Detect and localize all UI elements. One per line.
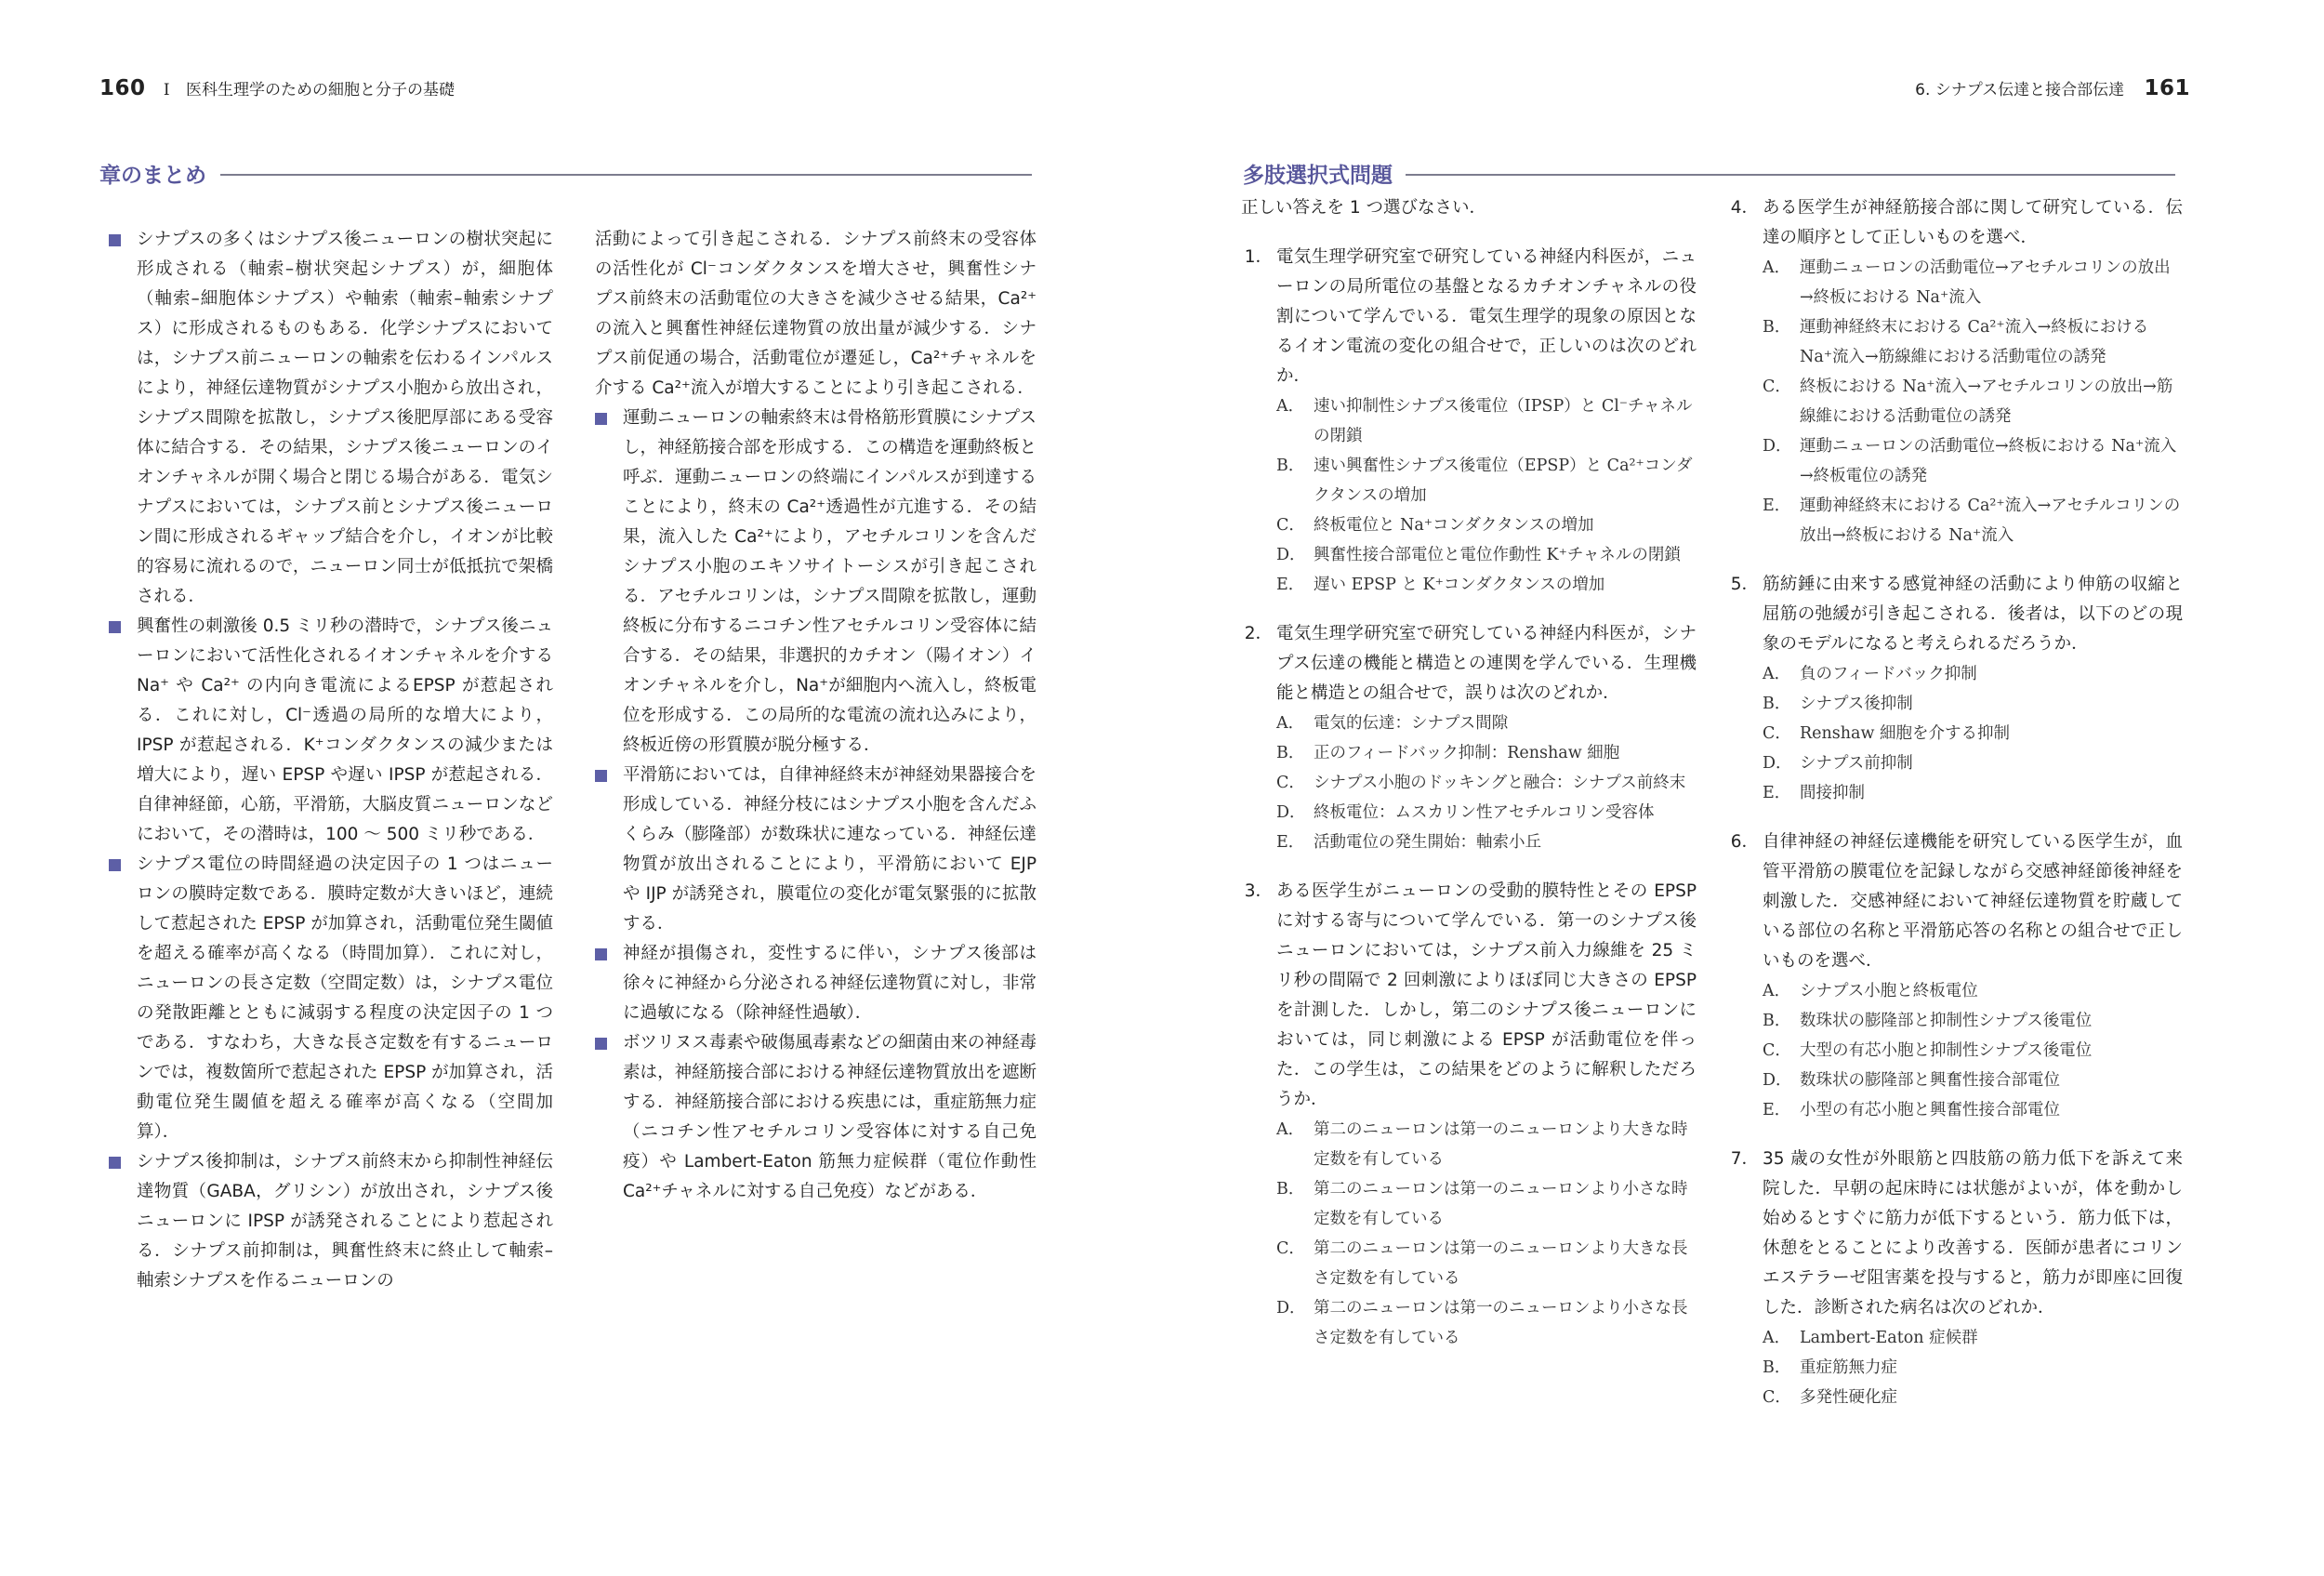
question-stem: ある医学生が神経筋接合部に関して研究している．伝達の順序として正しいものを選べ． [1763,198,2183,247]
summary-column-1 [109,225,553,1296]
answer-option: E． 運動神経終末における Ca²⁺流入→アセチルコリンの放出→終板における Na⁺流入 [1763,497,2181,545]
answer-option: B． 重症筋無力症 [1763,1358,1897,1377]
answer-option: A． 運動ニューロンの活動電位→アセチルコリンの放出→終板における Na⁺流入 [1763,258,2171,307]
question-stem: ある医学生がニューロンの受動的膜特性とその EPSP に対する寄与について学んでいる．第一のシナプス後ニューロンにおいては，シナプス前入力線維を 25 ミリ秒の間隔で 2 回刺激によりほぼ同じ大きさの EPSP を計測した．しかし，第二のシナプス後ニューロンにおいては，同じ刺激による EPSP が活動電位を伴った．この学生は，この結果をどのように解釈しただろうか． [1276,881,1697,1109]
answer-option: C． 終板電位と Na⁺コンダクタンスの増加 [1276,516,1594,535]
question-stem: 自律神経の神経伝達機能を研究している医学生が，血管平滑筋の膜電位を記録しながら交感神経節後神経を刺激した．交感神経において神経伝達物質を貯蔵している部位の名称と平滑筋応答の名称との組合せで正しいものを選べ． [1763,832,2183,971]
answer-option: D． 運動ニューロンの活動電位→終板における Na⁺流入→終板電位の誘発 [1763,437,2177,485]
question [1241,243,1697,600]
square-bullet-icon [109,859,121,871]
question [1727,193,2183,550]
section-rule [220,174,1032,176]
question-number: 1． [1244,247,1273,267]
chapter-title: 6. シナプス伝達と接合部伝達 [1915,81,2125,99]
answer-option: C． Renshaw 細胞を介する抑制 [1763,724,2011,743]
answer-option: A． 速い抑制性シナプス後電位（IPSP）と Cl⁻チャネルの閉鎖 [1276,397,1693,445]
square-bullet-icon [109,621,121,633]
answer-option: D． 数珠状の膨隆部と興奮性接合部電位 [1763,1071,2060,1090]
answer-option: C． シナプス小胞のドッキングと融合：シナプス前終末 [1276,774,1686,792]
answer-option: D． 興奮性接合部電位と電位作動性 K⁺チャネルの閉鎖 [1276,546,1681,564]
answer-option: A． 負のフィードバック抑制 [1763,665,1977,683]
answer-option: C． 多発性硬化症 [1763,1388,1897,1407]
question-number: 7． [1730,1149,1759,1169]
question-stem: 電気生理学研究室で研究している神経内科医が，ニューロンの局所電位の基盤となるカチオンチャネルの役割について学んでいる．電気生理学的現象の原因となるイオン電流の変化の組合せで，正しいのは次のどれか． [1276,247,1697,386]
answer-option: B． シナプス後抑制 [1763,695,1913,713]
answer-option: B． 運動神経終末における Ca²⁺流入→終板における Na⁺流入→筋線維における活動電位の誘発 [1763,318,2149,366]
section-title: 章のまとめ [99,164,206,188]
section-title: 多肢選択式問題 [1243,164,1393,188]
answer-option: A． 第二のニューロンは第一のニューロンより大きな時定数を有している [1276,1120,1688,1169]
summary-item: シナプスの多くはシナプス後ニューロンの樹状突起に形成される（軸索–樹状突起シナプス）が，細胞体（軸索–細胞体シナプス）や軸索（軸索–軸索シナプス）に形成されるものもある．化学シナプスにおいては，シナプス前ニューロンの軸索を伝わるインパルスにより，神経伝達物質がシナプス小胞から放出され，シナプス間隙を拡散し，シナプス後肥厚部にある受容体に結合する．その結果，シナプス後ニューロンのイオンチャネルが開く場合と閉じる場合がある．電気シナプスにおいては，シナプス前とシナプス後ニューロン間に形成されるギャップ結合を介し，イオンが比較的容易に流れるので，ニューロン同士が低抵抗で架橋される． [109,225,553,612]
questions-column-2 [1727,193,2183,1432]
left-running-header [99,76,455,100]
answer-option: E． 間接抑制 [1763,784,1865,802]
summary-item: 興奮性の刺激後 0.5 ミリ秒の潜時で，シナプス後ニューロンにおいて活性化されるイオンチャネルを介する Na⁺ や Ca²⁺ の内向き電流によるEPSP が惹起される．これに対し，Cl⁻透過の局所的な増大により，IPSP が惹起される．K⁺コンダクタンスの減少または増大により，遅い EPSP や遅い IPSP が惹起される．自律神経節，心筋，平滑筋，大脳皮質ニューロンなどにおいて，その潜時は，100 ～ 500 ミリ秒である． [109,612,553,850]
mcq-section-header [1243,158,2175,195]
answer-option: B． 数珠状の膨隆部と抑制性シナプス後電位 [1763,1012,2093,1030]
answer-option: D． 終板電位：ムスカリン性アセチルコリン受容体 [1276,803,1655,822]
question [1241,877,1697,1353]
answer-option: D． シナプス前抑制 [1763,754,1913,773]
summary-item: シナプス後抑制は，シナプス前終末から抑制性神経伝達物質（GABA，グリシン）が放出され，シナプス後ニューロンに IPSP が誘発されることにより惹起される．シナプス前抑制は，興奮性終末に終止して軸索–軸索シナプスを作るニューロンの [109,1147,553,1296]
question-number: 3． [1244,881,1273,901]
right-running-header [1915,76,2190,100]
page-number: 161 [2144,76,2190,100]
right-page [1162,0,2324,1576]
answer-option: E． 小型の有芯小胞と興奮性接合部電位 [1763,1101,2060,1119]
answer-option: C． 大型の有芯小胞と抑制性シナプス後電位 [1763,1041,2093,1060]
answer-option: B． 速い興奮性シナプス後電位（EPSP）と Ca²⁺コンダクタンスの増加 [1276,457,1693,505]
question [1727,1145,2183,1412]
square-bullet-icon [595,770,607,782]
answer-option: A． Lambert-Eaton 症候群 [1763,1329,1978,1347]
answer-option: C． 第二のニューロンは第一のニューロンより大きな長さ定数を有している [1276,1239,1688,1288]
answer-option: A． 電気的伝達：シナプス間隙 [1276,714,1509,733]
answer-option: A． シナプス小胞と終板電位 [1763,982,1978,1000]
answer-option: E． 活動電位の発生開始：軸索小丘 [1276,833,1541,852]
questions-column-1 [1241,193,1697,1372]
square-bullet-icon [109,1157,121,1169]
summary-item: 運動ニューロンの軸索終末は骨格筋形質膜にシナプスし，神経筋接合部を形成する．この構造を運動終板と呼ぶ．運動ニューロンの終端にインパルスが到達することにより，終末の Ca²⁺透過性が亢進する．その結果，流入した Ca²⁺により，アセチルコリンを含んだシナプス小胞のエキソサイトーシスが引き起こされる．アセチルコリンは，シナプス間隙を拡散し，運動終板に分布するニコチン性アセチルコリン受容体に結合する．その結果，非選択的カチオン（陽イオン）イオンチャネルを介し，Na⁺が細胞内へ流入し，終板電位を形成する．この局所的な電流の流れ込みにより，終板近傍の形質膜が脱分極する． [595,404,1037,761]
question-number: 6． [1730,832,1759,852]
square-bullet-icon [595,1038,607,1050]
summary-item: 平滑筋においては，自律神経終末が神経効果器接合を形成している．神経分枝にはシナプス小胞を含んだふくらみ（膨隆部）が数珠状に連なっている．神経伝達物質が放出されることにより，平滑筋において EJP や IJP が誘発され，膜電位の変化が電気緊張的に拡散する． [595,761,1037,939]
answer-option: C． 終板における Na⁺流入→アセチルコリンの放出→筋線維における活動電位の誘発 [1763,377,2173,426]
question-number: 2． [1244,624,1273,643]
answer-option: E． 遅い EPSP と K⁺コンダクタンスの増加 [1276,576,1605,594]
page-number: 160 [99,76,146,100]
book-title: 医科生理学のための細胞と分子の基礎 [186,81,456,99]
question [1727,570,2183,808]
square-bullet-icon [595,948,607,960]
summary-continuation: 活動によって引き起こされる．シナプス前終末の受容体の活性化が Cl⁻コンダクタンスを増大させ，興奮性シナプス前終末の活動電位の大きさを減少させる結果，Ca²⁺の流入と興奮性神経伝達物質の放出量が減少する．シナプス前促通の場合，活動電位が遷延し，Ca²⁺チャネルを介する Ca²⁺流入が増大することにより引き起こされる． [595,230,1037,398]
summary-section-header [99,158,1032,195]
part-number: I [163,81,170,99]
question-stem: 35 歳の女性が外眼筋と四肢筋の筋力低下を訴えて来院した．早朝の起床時には状態がよいが，体を動かし始めるとすぐに筋力が低下するという．筋力低下は，休憩をとることにより改善する．医師が患者にコリンエステラーゼ阻害薬を投与すると，筋力が即座に回復した．診断された病名は次のどれか． [1763,1149,2183,1318]
section-rule [1406,174,2175,176]
question-stem: 筋紡錘に由来する感覚神経の活動により伸筋の収縮と屈筋の弛緩が引き起こされる．後者は，以下のどの現象のモデルになると考えられるだろうか． [1763,575,2183,654]
question [1727,828,2183,1125]
answer-option: D． 第二のニューロンは第一のニューロンより小さな長さ定数を有している [1276,1299,1688,1347]
summary-item: 神経が損傷され，変性するに伴い，シナプス後部は徐々に神経から分泌される神経伝達物質に対し，非常に過敏になる（除神経性過敏）． [595,939,1037,1028]
summary-column-2 [595,225,1037,1207]
square-bullet-icon [595,413,607,425]
answer-option: B． 正のフィードバック抑制：Renshaw 細胞 [1276,744,1620,762]
instruction: 正しい答えを 1 つ選びなさい． [1241,198,1487,218]
answer-option: B． 第二のニューロンは第一のニューロンより小さな時定数を有している [1276,1180,1688,1228]
summary-item: シナプス電位の時間経過の決定因子の 1 つはニューロンの膜時定数である．膜時定数が大きいほど，連続して惹起された EPSP が加算され，活動電位発生閾値を超える確率が高くなる（時間加算）．これに対し，ニューロンの長さ定数（空間定数）は，シナプス電位の発散距離とともに減弱する程度の決定因子の 1 つである．すなわち，大きな長さ定数を有するニューロンでは，複数箇所で惹起された EPSP が加算され，活動電位発生閾値を超える確率が高くなる（空間加算）． [109,850,553,1147]
question-number: 4． [1730,198,1759,218]
question [1241,619,1697,857]
question-number: 5． [1730,575,1759,594]
question-stem: 電気生理学研究室で研究している神経内科医が，シナプス伝達の機能と構造との連関を学んでいる．生理機能と構造との組合せで，誤りは次のどれか． [1276,624,1697,703]
summary-item: ボツリヌス毒素や破傷風毒素などの細菌由来の神経毒素は，神経筋接合部における神経伝達物質放出を遮断する．神経筋接合部における疾患には，重症筋無力症（ニコチン性アセチルコリン受容体に対する自己免疫）や Lambert-Eaton 筋無力症候群（電位作動性 Ca²⁺チャネルに対する自己免疫）などがある． [595,1028,1037,1207]
square-bullet-icon [109,234,121,246]
